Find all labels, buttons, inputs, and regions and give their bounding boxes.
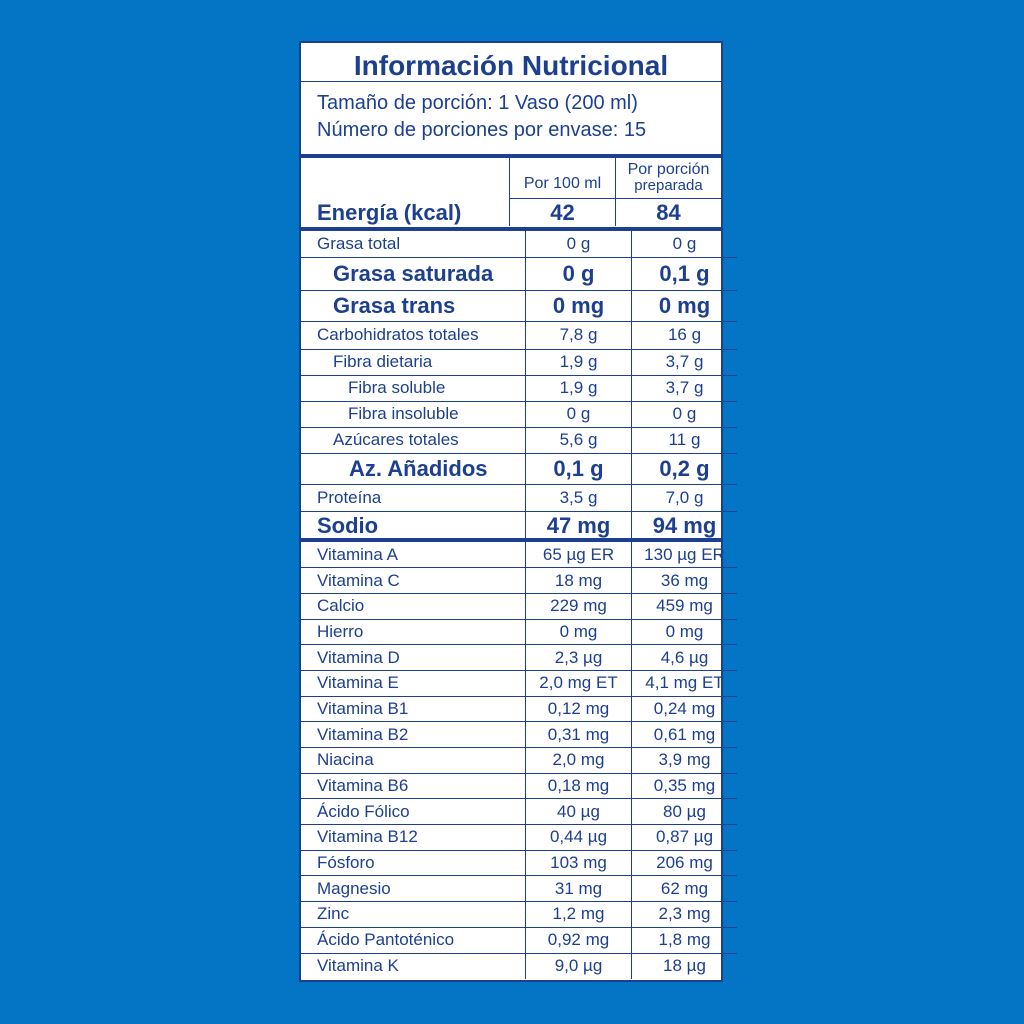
row-per-serving: 0,1 g bbox=[632, 257, 738, 290]
header-divider bbox=[510, 198, 721, 199]
vitamin-per100: 1,2 mg bbox=[526, 902, 632, 928]
row-label: Fibra soluble bbox=[301, 375, 526, 401]
vitamin-label: Ácido Fólico bbox=[301, 799, 526, 825]
vitamin-per-serving: 0,24 mg bbox=[632, 696, 738, 722]
servings-per-container: Número de porciones por envase: 15 bbox=[317, 119, 647, 141]
table-row bbox=[301, 902, 737, 928]
table-row bbox=[301, 375, 737, 401]
row-per-serving: 0,2 g bbox=[632, 453, 738, 484]
energy-per100: 42 bbox=[550, 200, 575, 225]
vitamin-per-serving: 0,87 µg bbox=[632, 825, 738, 851]
table-row bbox=[301, 511, 737, 541]
table-row bbox=[301, 927, 737, 953]
row-per100: 0 g bbox=[526, 401, 632, 427]
vitamin-label: Calcio bbox=[301, 593, 526, 619]
row-label: Grasa total bbox=[301, 231, 526, 257]
column-header-per100: Por 100 ml bbox=[523, 175, 602, 192]
vitamin-label: Magnesio bbox=[301, 876, 526, 902]
vitamin-per-serving: 0,61 mg bbox=[632, 722, 738, 748]
row-per-serving: 11 g bbox=[632, 427, 738, 453]
row-label: Fibra dietaria bbox=[301, 349, 526, 375]
vitamin-label: Ácido Pantoténico bbox=[301, 927, 526, 953]
row-label: Grasa trans bbox=[301, 290, 526, 321]
vitamin-per-serving: 2,3 mg bbox=[632, 902, 738, 928]
table-row bbox=[301, 290, 737, 321]
table-row bbox=[301, 670, 737, 696]
table-row bbox=[301, 453, 737, 484]
row-per100: 0 g bbox=[526, 257, 632, 290]
column-header-per-serving-line1: Por porción bbox=[627, 161, 710, 178]
table-row bbox=[301, 257, 737, 290]
row-per-serving: 0 g bbox=[632, 231, 738, 257]
vitamins-table bbox=[301, 542, 737, 979]
row-per100: 1,9 g bbox=[526, 375, 632, 401]
vitamin-per100: 2,3 µg bbox=[526, 645, 632, 671]
vitamin-per-serving: 62 mg bbox=[632, 876, 738, 902]
table-row bbox=[301, 799, 737, 825]
vitamin-per-serving: 3,9 mg bbox=[632, 748, 738, 774]
table-row bbox=[301, 619, 737, 645]
vitamin-per100: 0,92 mg bbox=[526, 927, 632, 953]
vitamin-per100: 2,0 mg ET bbox=[526, 670, 632, 696]
row-label: Proteína bbox=[301, 484, 526, 511]
vitamin-per-serving: 4,1 mg ET bbox=[632, 670, 738, 696]
vitamin-per-serving: 4,6 µg bbox=[632, 645, 738, 671]
vitamin-per100: 0,12 mg bbox=[526, 696, 632, 722]
vitamin-per100: 40 µg bbox=[526, 799, 632, 825]
vitamin-label: Vitamina A bbox=[301, 542, 526, 568]
row-per-serving: 16 g bbox=[632, 321, 738, 349]
table-row bbox=[301, 722, 737, 748]
vitamin-label: Niacina bbox=[301, 748, 526, 774]
nutrition-label bbox=[299, 41, 723, 982]
vitamin-per100: 103 mg bbox=[526, 850, 632, 876]
table-row bbox=[301, 568, 737, 594]
row-per100: 0 g bbox=[526, 231, 632, 257]
vitamin-label: Vitamina D bbox=[301, 645, 526, 671]
vitamin-per-serving: 0 mg bbox=[632, 619, 738, 645]
row-per100: 47 mg bbox=[526, 511, 632, 541]
vitamin-label: Zinc bbox=[301, 902, 526, 928]
table-row bbox=[301, 593, 737, 619]
row-per100: 0,1 g bbox=[526, 453, 632, 484]
table-row bbox=[301, 349, 737, 375]
row-per-serving: 94 mg bbox=[652, 513, 717, 539]
vitamin-per100: 0,31 mg bbox=[526, 722, 632, 748]
table-row bbox=[301, 427, 737, 453]
vitamin-per100: 0,18 mg bbox=[526, 773, 632, 799]
column-header-per-serving-line2: preparada bbox=[634, 177, 703, 194]
vitamin-label: Fósforo bbox=[301, 850, 526, 876]
vitamin-per-serving: 1,8 mg bbox=[632, 927, 738, 953]
vitamin-per-serving: 459 mg bbox=[632, 593, 738, 619]
vitamin-label: Vitamina B12 bbox=[301, 825, 526, 851]
table-row bbox=[301, 773, 737, 799]
vitamin-per100: 9,0 µg bbox=[526, 953, 632, 979]
row-label: Carbohidratos totales bbox=[301, 321, 526, 349]
vitamin-per-serving: 206 mg bbox=[632, 850, 738, 876]
vitamin-per100: 65 µg ER bbox=[526, 542, 632, 568]
vitamin-per100: 229 mg bbox=[526, 593, 632, 619]
vitamin-per-serving: 130 µg ER bbox=[632, 542, 738, 568]
vitamin-per-serving: 36 mg bbox=[632, 568, 738, 594]
row-per100: 5,6 g bbox=[526, 427, 632, 453]
vitamin-label: Hierro bbox=[301, 619, 526, 645]
table-row bbox=[301, 953, 737, 979]
nutrient-table bbox=[301, 231, 737, 541]
vitamin-label: Vitamina C bbox=[301, 568, 526, 594]
vitamin-per100: 18 mg bbox=[526, 568, 632, 594]
title-divider bbox=[301, 81, 721, 82]
table-row bbox=[301, 876, 737, 902]
table-row bbox=[301, 850, 737, 876]
row-label: Az. Añadidos bbox=[301, 453, 526, 484]
vitamin-per-serving: 18 µg bbox=[663, 956, 706, 976]
vitamin-label: Vitamina K bbox=[317, 956, 399, 976]
energy-label: Energía (kcal) bbox=[317, 200, 462, 225]
serving-size: Tamaño de porción: 1 Vaso (200 ml) bbox=[317, 92, 638, 114]
vitamin-per100: 0 mg bbox=[526, 619, 632, 645]
row-per-serving: 3,7 g bbox=[632, 375, 738, 401]
table-row bbox=[301, 825, 737, 851]
vitamin-label: Vitamina B1 bbox=[301, 696, 526, 722]
row-per-serving: 0 g bbox=[632, 401, 738, 427]
thick-divider-top bbox=[301, 154, 721, 158]
vitamin-label: Vitamina B6 bbox=[301, 773, 526, 799]
row-per-serving: 3,7 g bbox=[632, 349, 738, 375]
row-per100: 7,8 g bbox=[526, 321, 632, 349]
vitamin-per100: 2,0 mg bbox=[526, 748, 632, 774]
table-row bbox=[301, 696, 737, 722]
vitamin-label: Vitamina E bbox=[301, 670, 526, 696]
row-per-serving: 7,0 g bbox=[632, 484, 738, 511]
row-per100: 0 mg bbox=[526, 290, 632, 321]
vitamin-label: Vitamina B2 bbox=[301, 722, 526, 748]
table-row bbox=[301, 748, 737, 774]
row-per100: 3,5 g bbox=[526, 484, 632, 511]
table-row bbox=[301, 401, 737, 427]
vitamin-per100: 0,44 µg bbox=[526, 825, 632, 851]
row-label: Azúcares totales bbox=[301, 427, 526, 453]
label-title: Información Nutricional bbox=[353, 50, 669, 81]
row-label: Grasa saturada bbox=[301, 257, 526, 290]
row-label: Sodio bbox=[317, 513, 379, 539]
vitamin-per100: 31 mg bbox=[526, 876, 632, 902]
row-per-serving: 0 mg bbox=[632, 290, 738, 321]
energy-per-serving: 84 bbox=[656, 200, 681, 225]
vitamin-per-serving: 80 µg bbox=[632, 799, 738, 825]
table-row bbox=[301, 231, 737, 257]
row-label: Fibra insoluble bbox=[301, 401, 526, 427]
vitamin-per-serving: 0,35 mg bbox=[632, 773, 738, 799]
table-row bbox=[301, 484, 737, 511]
row-per100: 1,9 g bbox=[526, 349, 632, 375]
table-row bbox=[301, 645, 737, 671]
table-row bbox=[301, 542, 737, 568]
table-row bbox=[301, 321, 737, 349]
